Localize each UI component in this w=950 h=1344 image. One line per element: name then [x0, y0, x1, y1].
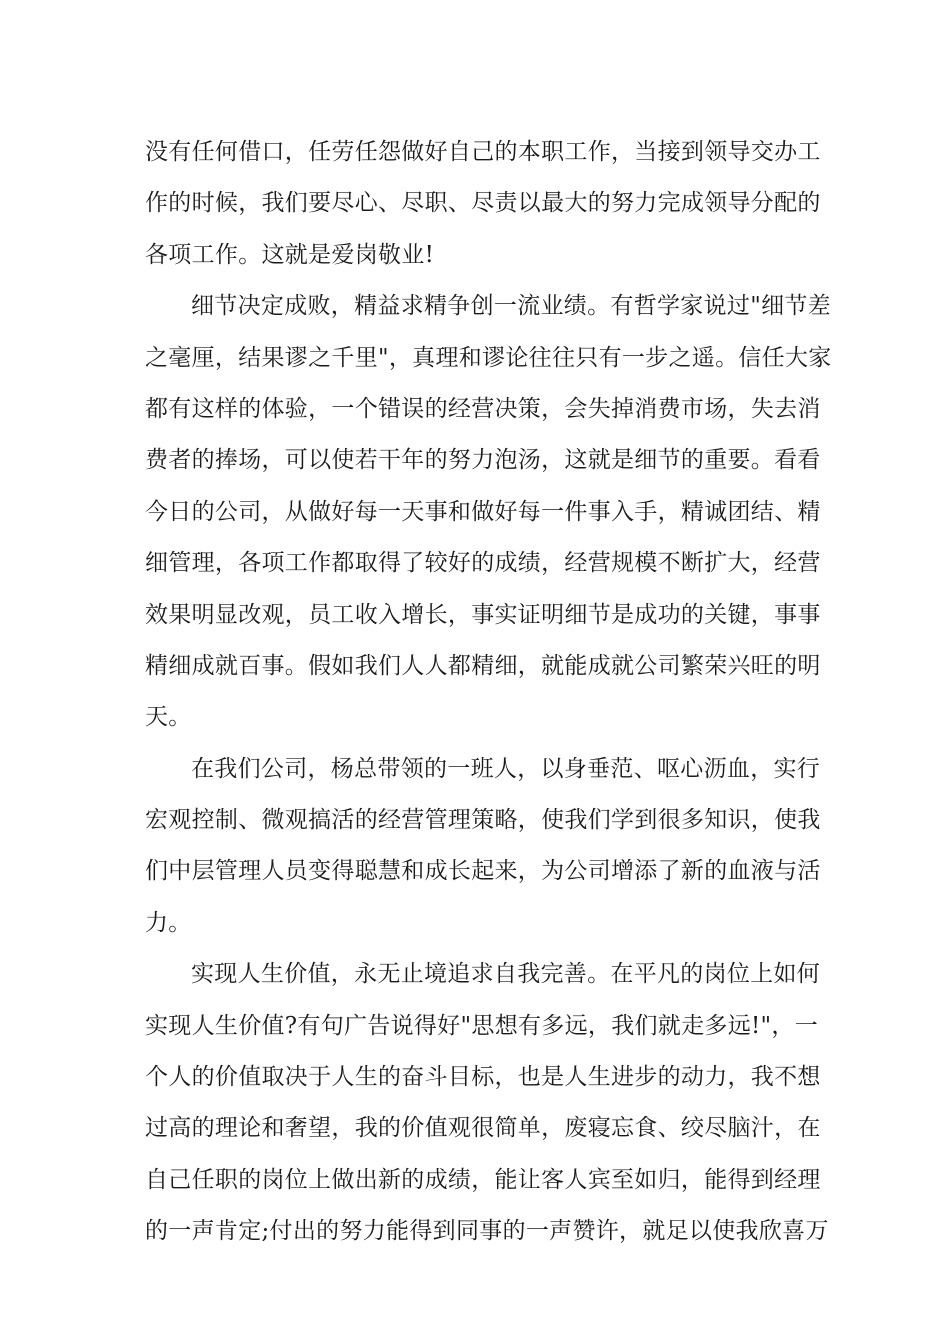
paragraph-4	[145, 949, 829, 1257]
text-line: 效果明显改观，员工收入增长，事实证明细节是成功的关键，事事	[145, 601, 821, 628]
text-line: 在我们公司，杨总带领的一班人，以身垂范、呕心沥血，实行	[191, 755, 821, 782]
text-line: 精细成就百事。假如我们人人都精细，就能成就公司繁荣兴旺的明	[145, 652, 821, 679]
text-line: 的一声肯定;付出的努力能得到同事的一声赞许，就足以使我欣喜万	[145, 1218, 829, 1245]
text-line: 们中层管理人员变得聪慧和成长起来，为公司增添了新的血液与活	[145, 858, 821, 885]
text-line: 各项工作。这就是爱岗敬业!	[145, 241, 435, 268]
text-line: 个人的价值取决于人生的奋斗目标，也是人生进步的动力，我不想	[145, 1064, 821, 1091]
text-line: 没有任何借口，任劳任怨做好自己的本职工作，当接到领导交办工	[145, 139, 821, 165]
text-line: 之毫厘，结果谬之千里"，真理和谬论往往只有一步之遥。信任大家	[145, 344, 832, 371]
paragraph-3	[145, 744, 821, 950]
text-line: 实现人生价值?有句广告说得好"思想有多远，我们就走多远!"，一	[145, 1012, 819, 1039]
text-line: 今日的公司，从做好每一天事和做好每一件事入手，精诚团结、精	[145, 498, 821, 525]
paragraph-2	[145, 281, 832, 744]
text-line: 宏观控制、微观搞活的经营管理策略，使我们学到很多知识，使我	[145, 807, 821, 834]
text-line: 天。	[145, 704, 192, 731]
text-line: 作的时候，我们要尽心、尽职、尽责以最大的努力完成领导分配的	[145, 190, 821, 217]
text-line: 过高的理论和奢望，我的价值观很简单，废寝忘食、绞尽脑汁，在	[145, 1115, 821, 1142]
body-text	[145, 127, 832, 1258]
text-line: 细管理，各项工作都取得了较好的成绩，经营规模不断扩大，经营	[145, 550, 821, 577]
text-line: 力。	[145, 909, 192, 936]
text-line: 实现人生价值，永无止境追求自我完善。在平凡的岗位上如何	[191, 961, 821, 988]
text-line: 都有这样的体验，一个错误的经营决策，会失掉消费市场，失去消	[145, 395, 821, 422]
text-line: 自己任职的岗位上做出新的成绩，能让客人宾至如归，能得到经理	[145, 1166, 821, 1193]
text-line: 费者的捧场，可以使若干年的努力泡汤，这就是细节的重要。看看	[145, 447, 821, 474]
text-line: 细节决定成败，精益求精争创一流业绩。有哲学家说过"细节差	[191, 293, 831, 320]
paragraph-1	[145, 127, 821, 281]
